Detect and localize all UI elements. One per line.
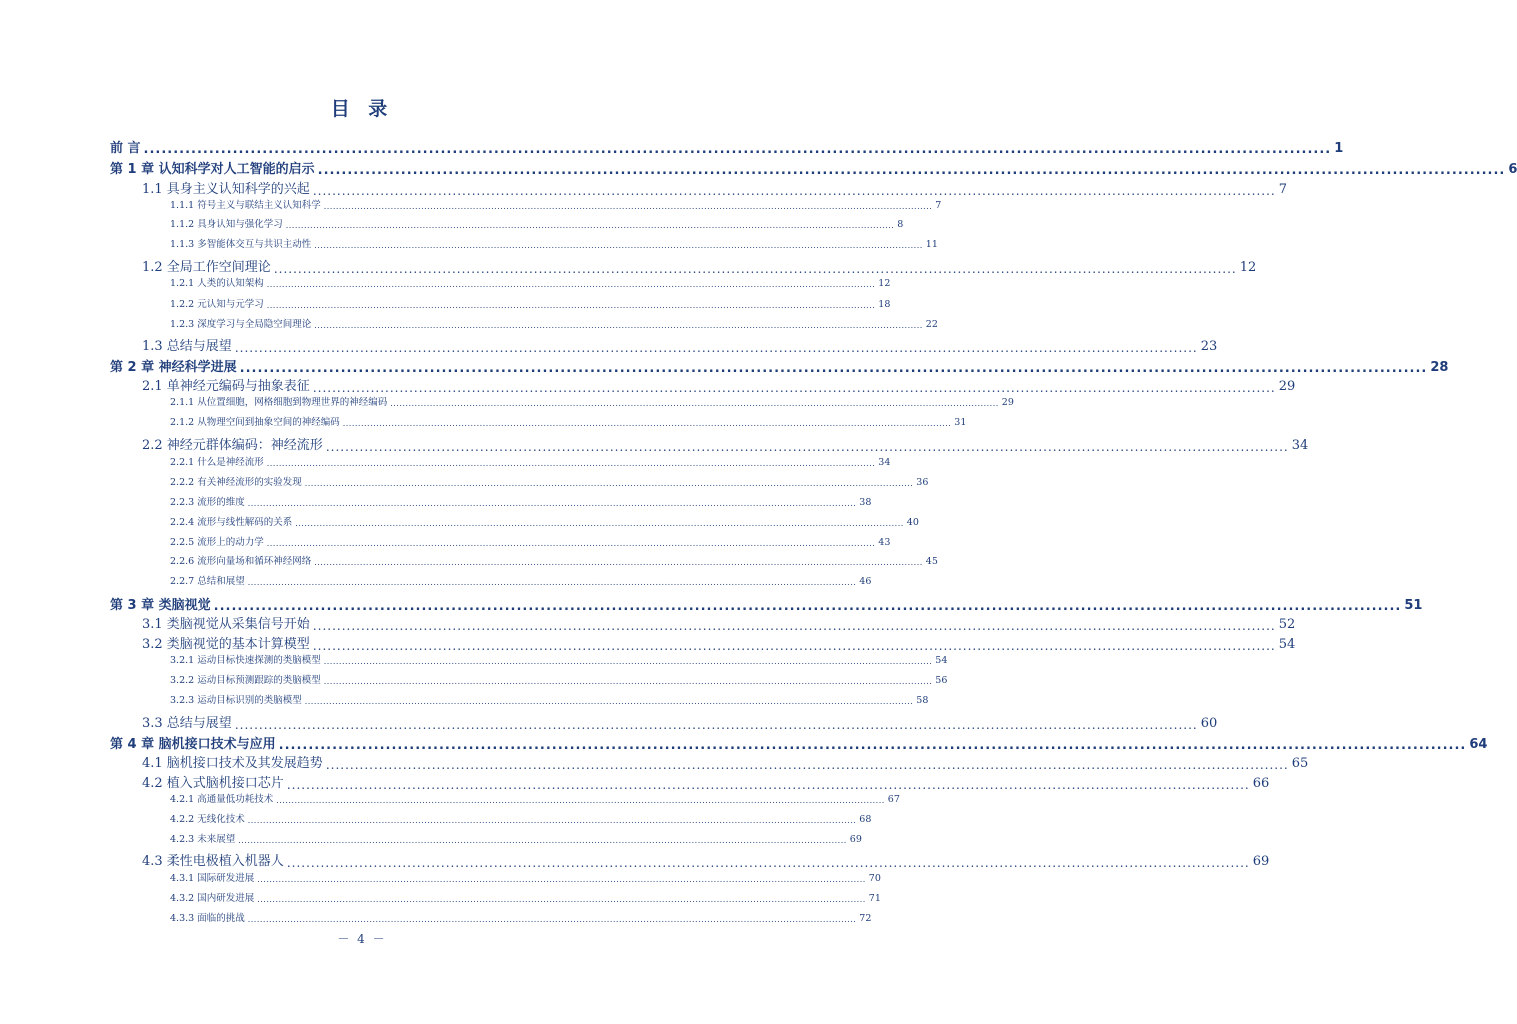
toc-entry[interactable] bbox=[142, 613, 1296, 633]
toc-entry[interactable] bbox=[110, 594, 1423, 614]
toc-entry-title: 4.2 植入式脑机接口芯片 bbox=[142, 776, 284, 791]
toc-entry[interactable] bbox=[170, 236, 938, 250]
page-number: － 4 － bbox=[337, 932, 387, 946]
toc-leader-dots: ........................................................................................................................................................................................................ bbox=[266, 539, 876, 548]
toc-page-number: 64 bbox=[1469, 737, 1488, 752]
toc-entry[interactable] bbox=[110, 733, 1488, 753]
toc-page-number: 45 bbox=[925, 556, 938, 567]
toc-entry-title: 4.3 柔性电极植入机器人 bbox=[142, 854, 284, 869]
toc-entry-title: 第 3 章 类脑视觉 bbox=[110, 598, 211, 613]
toc-page-number: 1 bbox=[1334, 141, 1344, 156]
toc-entry[interactable] bbox=[142, 850, 1270, 870]
toc-entry-title: 4.1 脑机接口技术及其发展趋势 bbox=[142, 756, 323, 771]
toc-entry[interactable] bbox=[142, 256, 1257, 276]
toc-page-number: 12 bbox=[1239, 260, 1257, 275]
toc-entry[interactable] bbox=[170, 870, 881, 884]
toc-leader-dots: ........................................................................................................................................................................................................ bbox=[213, 599, 1402, 614]
toc-leader-dots: ........................................................................................................................................................................................................ bbox=[286, 778, 1250, 792]
toc-page-number: 8 bbox=[897, 219, 904, 230]
toc-entry-title: 1.1.2 具身认知与强化学习 bbox=[170, 219, 283, 230]
toc-entry-title: 1.2.2 元认知与元学习 bbox=[170, 299, 264, 310]
toc-page-number: 72 bbox=[859, 913, 872, 924]
toc-entry[interactable] bbox=[170, 652, 948, 666]
toc-entry-title: 2.2.5 流形上的动力学 bbox=[170, 537, 264, 548]
toc-leader-dots: ........................................................................................................................................................................................................ bbox=[314, 558, 923, 567]
toc-entry-title: 2.2.7 总结和展望 bbox=[170, 576, 245, 587]
toc-page-number: 71 bbox=[868, 893, 881, 904]
page-title: 目 录 bbox=[330, 98, 394, 120]
toc-leader-dots: ........................................................................................................................................................................................................ bbox=[285, 221, 895, 230]
toc-entry[interactable] bbox=[170, 454, 891, 468]
toc-leader-dots: ........................................................................................................................................................................................................ bbox=[234, 718, 1198, 732]
toc-leader-dots: ........................................................................................................................................................................................................ bbox=[314, 321, 923, 330]
toc-entry[interactable] bbox=[170, 573, 872, 587]
toc-entry-title: 4.3.3 面临的挑战 bbox=[170, 913, 245, 924]
toc-leader-dots: ........................................................................................................................................................................................................ bbox=[234, 341, 1198, 355]
toc-page-number: 54 bbox=[1278, 637, 1296, 652]
toc-entry[interactable] bbox=[170, 197, 942, 211]
toc-leader-dots: ........................................................................................................................................................................................................ bbox=[325, 758, 1289, 772]
toc-page-number: 65 bbox=[1291, 756, 1309, 771]
toc-leader-dots: ........................................................................................................................................................................................................ bbox=[323, 657, 933, 666]
toc-page-number: 6 bbox=[1508, 162, 1517, 177]
toc-leader-dots: ........................................................................................................................................................................................................ bbox=[342, 419, 952, 428]
toc-leader-dots: ........................................................................................................................................................................................................ bbox=[266, 280, 876, 289]
toc-page-number: 28 bbox=[1430, 360, 1449, 375]
toc-leader-dots: ........................................................................................................................................................................................................ bbox=[323, 677, 933, 686]
toc-leader-dots: ........................................................................................................................................................................................................ bbox=[238, 836, 847, 845]
toc-entry[interactable] bbox=[170, 791, 900, 805]
toc-leader-dots: ........................................................................................................................................................................................................ bbox=[273, 262, 1237, 276]
toc-entry[interactable] bbox=[170, 316, 938, 330]
toc-leader-dots: ........................................................................................................................................................................................................ bbox=[276, 796, 885, 805]
toc-page-number: 7 bbox=[1278, 182, 1287, 197]
toc-entry-title: 1.1.1 符号主义与联结主义认知科学 bbox=[170, 200, 321, 211]
toc-entry-title: 第 4 章 脑机接口技术与应用 bbox=[110, 737, 276, 752]
toc-page-number: 18 bbox=[878, 299, 891, 310]
toc-entry-title: 4.2.3 未来展望 bbox=[170, 834, 236, 845]
toc-entry-title: 第 1 章 认知科学对人工智能的启示 bbox=[110, 162, 315, 177]
toc-leader-dots: ........................................................................................................................................................................................................ bbox=[390, 399, 999, 408]
toc-entry-title: 3.2.2 运动目标预测跟踪的类脑模型 bbox=[170, 675, 321, 686]
toc-entry-title: 2.2.6 流形向量场和循环神经网络 bbox=[170, 556, 312, 567]
toc-entry[interactable] bbox=[110, 158, 1517, 178]
toc-entry-title: 4.3.2 国内研发进展 bbox=[170, 893, 255, 904]
toc-entry-title: 3.2 类脑视觉的基本计算模型 bbox=[142, 637, 310, 652]
toc-leader-dots: ........................................................................................................................................................................................................ bbox=[304, 697, 914, 706]
toc-entry[interactable] bbox=[170, 811, 872, 825]
toc-entry-title: 1.2.3 深度学习与全局隐空间理论 bbox=[170, 319, 312, 330]
toc-entry-title: 2.2.3 流形的维度 bbox=[170, 497, 245, 508]
toc-page-number: 69 bbox=[849, 834, 862, 845]
toc-leader-dots: ........................................................................................................................................................................................................ bbox=[239, 361, 1428, 376]
toc-entry-title: 第 2 章 神经科学进展 bbox=[110, 360, 237, 375]
toc-entry-title: 2.2.1 什么是神经流形 bbox=[170, 457, 264, 468]
toc-page-number: 29 bbox=[1001, 397, 1014, 408]
toc-entry[interactable] bbox=[142, 772, 1270, 792]
toc-leader-dots: ........................................................................................................................................................................................................ bbox=[247, 915, 857, 924]
toc-leader-dots: ........................................................................................................................................................................................................ bbox=[304, 479, 914, 488]
toc-page-number: 11 bbox=[925, 239, 938, 250]
toc-leader-dots: ........................................................................................................................................................................................................ bbox=[286, 856, 1250, 870]
toc-entry-title: 1.3 总结与展望 bbox=[142, 339, 232, 354]
toc-page-number: 38 bbox=[859, 497, 872, 508]
toc-leader-dots: ........................................................................................................................................................................................................ bbox=[266, 459, 876, 468]
toc-entry[interactable] bbox=[170, 831, 862, 845]
toc-entry-title: 2.1 单神经元编码与抽象表征 bbox=[142, 379, 310, 394]
toc-entry-title: 2.1.1 从位置细胞，网格细胞到物理世界的神经编码 bbox=[170, 397, 388, 408]
toc-leader-dots: ........................................................................................................................................................................................................ bbox=[312, 639, 1276, 653]
toc-leader-dots: ........................................................................................................................................................................................................ bbox=[143, 142, 1332, 157]
toc-entry[interactable] bbox=[142, 633, 1296, 653]
toc-page-number: 31 bbox=[954, 417, 967, 428]
toc-leader-dots: ........................................................................................................................................................................................................ bbox=[247, 499, 857, 508]
toc-page-number: 34 bbox=[1291, 438, 1309, 453]
toc-page-number: 36 bbox=[916, 477, 929, 488]
toc-page-number: 68 bbox=[859, 814, 872, 825]
toc-page-number: 7 bbox=[935, 200, 942, 211]
toc-entry[interactable] bbox=[170, 910, 872, 924]
toc-entry[interactable] bbox=[142, 335, 1218, 355]
toc-page-number: 56 bbox=[935, 675, 948, 686]
toc-entry-title: 2.2 神经元群体编码：神经流形 bbox=[142, 438, 323, 453]
toc-entry-title: 4.2.2 无线化技术 bbox=[170, 814, 245, 825]
toc-entry[interactable] bbox=[170, 534, 891, 548]
toc-entry-title: 3.1 类脑视觉从采集信号开始 bbox=[142, 617, 310, 632]
toc-page-number: 22 bbox=[925, 319, 938, 330]
toc-entry[interactable] bbox=[170, 514, 919, 528]
toc-leader-dots: ........................................................................................................................................................................................................ bbox=[295, 519, 904, 528]
toc-entry[interactable] bbox=[170, 553, 938, 567]
toc-leader-dots: ........................................................................................................................................................................................................ bbox=[247, 578, 857, 587]
toc-entry[interactable] bbox=[170, 394, 1014, 408]
toc-entry[interactable] bbox=[142, 752, 1309, 772]
toc-leader-dots: ........................................................................................................................................................................................................ bbox=[257, 875, 866, 884]
toc-page-number: 70 bbox=[868, 873, 881, 884]
toc-entry-title: 1.1 具身主义认知科学的兴起 bbox=[142, 182, 310, 197]
toc-entry[interactable] bbox=[170, 296, 891, 310]
toc-page-number: 54 bbox=[935, 655, 948, 666]
toc-entry-title: 1.2.1 人类的认知架构 bbox=[170, 278, 264, 289]
toc-leader-dots: ........................................................................................................................................................................................................ bbox=[247, 816, 857, 825]
toc-page-number: 12 bbox=[878, 278, 891, 289]
toc-entry-title: 前 言 bbox=[110, 141, 141, 156]
toc-entry-title: 2.2.2 有关神经流形的实验发现 bbox=[170, 477, 302, 488]
toc-entry[interactable] bbox=[142, 712, 1218, 732]
toc-leader-dots: ........................................................................................................................................................................................................ bbox=[266, 301, 876, 310]
toc-entry-title: 1.2 全局工作空间理论 bbox=[142, 260, 271, 275]
toc-entry[interactable] bbox=[110, 137, 1344, 157]
toc-leader-dots: ........................................................................................................................................................................................................ bbox=[314, 241, 923, 250]
toc-page-number: 67 bbox=[887, 794, 900, 805]
toc-entry[interactable] bbox=[170, 216, 904, 230]
toc-entry-title: 2.2.4 流形与线性解码的关系 bbox=[170, 517, 293, 528]
toc-entry[interactable] bbox=[142, 434, 1309, 454]
toc-entry[interactable] bbox=[142, 375, 1296, 395]
toc-page-number: 69 bbox=[1252, 854, 1270, 869]
toc-entry[interactable] bbox=[170, 692, 929, 706]
toc-page-number: 60 bbox=[1200, 716, 1218, 731]
toc-leader-dots: ........................................................................................................................................................................................................ bbox=[257, 895, 866, 904]
toc-entry[interactable] bbox=[170, 494, 872, 508]
toc-entry-title: 4.3.1 国际研发进展 bbox=[170, 873, 255, 884]
toc-entry-title: 3.2.1 运动目标快速探测的类脑模型 bbox=[170, 655, 321, 666]
toc-page-number: 43 bbox=[878, 537, 891, 548]
toc-leader-dots: ........................................................................................................................................................................................................ bbox=[278, 738, 1467, 753]
toc-entry-title: 4.2.1 高通量低功耗技术 bbox=[170, 794, 274, 805]
toc-page-number: 40 bbox=[906, 517, 919, 528]
toc-page-number: 34 bbox=[878, 457, 891, 468]
toc-page-number: 66 bbox=[1252, 776, 1270, 791]
toc-entry[interactable] bbox=[110, 356, 1449, 376]
toc-entry[interactable] bbox=[142, 178, 1287, 198]
toc-page-number: 52 bbox=[1278, 617, 1296, 632]
toc-entry-title: 3.3 总结与展望 bbox=[142, 716, 232, 731]
toc-leader-dots: ........................................................................................................................................................................................................ bbox=[312, 184, 1276, 198]
toc-entry[interactable] bbox=[170, 414, 967, 428]
toc-page-number: 23 bbox=[1200, 339, 1218, 354]
toc-page-number: 29 bbox=[1278, 379, 1296, 394]
toc-entry-title: 1.1.3 多智能体交互与共识主动性 bbox=[170, 239, 312, 250]
toc-leader-dots: ........................................................................................................................................................................................................ bbox=[323, 202, 933, 211]
toc-page-number: 46 bbox=[859, 576, 872, 587]
toc-leader-dots: ........................................................................................................................................................................................................ bbox=[325, 440, 1289, 454]
toc-entry[interactable] bbox=[170, 275, 891, 289]
toc-leader-dots: ........................................................................................................................................................................................................ bbox=[312, 381, 1276, 395]
toc-entry[interactable] bbox=[170, 672, 948, 686]
toc-page-number: 58 bbox=[916, 695, 929, 706]
toc-entry-title: 2.1.2 从物理空间到抽象空间的神经编码 bbox=[170, 417, 340, 428]
toc-leader-dots: ........................................................................................................................................................................................................ bbox=[312, 619, 1276, 633]
toc-leader-dots: ........................................................................................................................................................................................................ bbox=[317, 163, 1506, 178]
toc-entry[interactable] bbox=[170, 890, 881, 904]
toc-entry[interactable] bbox=[170, 474, 929, 488]
toc-entry-title: 3.2.3 运动目标识别的类脑模型 bbox=[170, 695, 302, 706]
toc-page-number: 51 bbox=[1404, 598, 1423, 613]
